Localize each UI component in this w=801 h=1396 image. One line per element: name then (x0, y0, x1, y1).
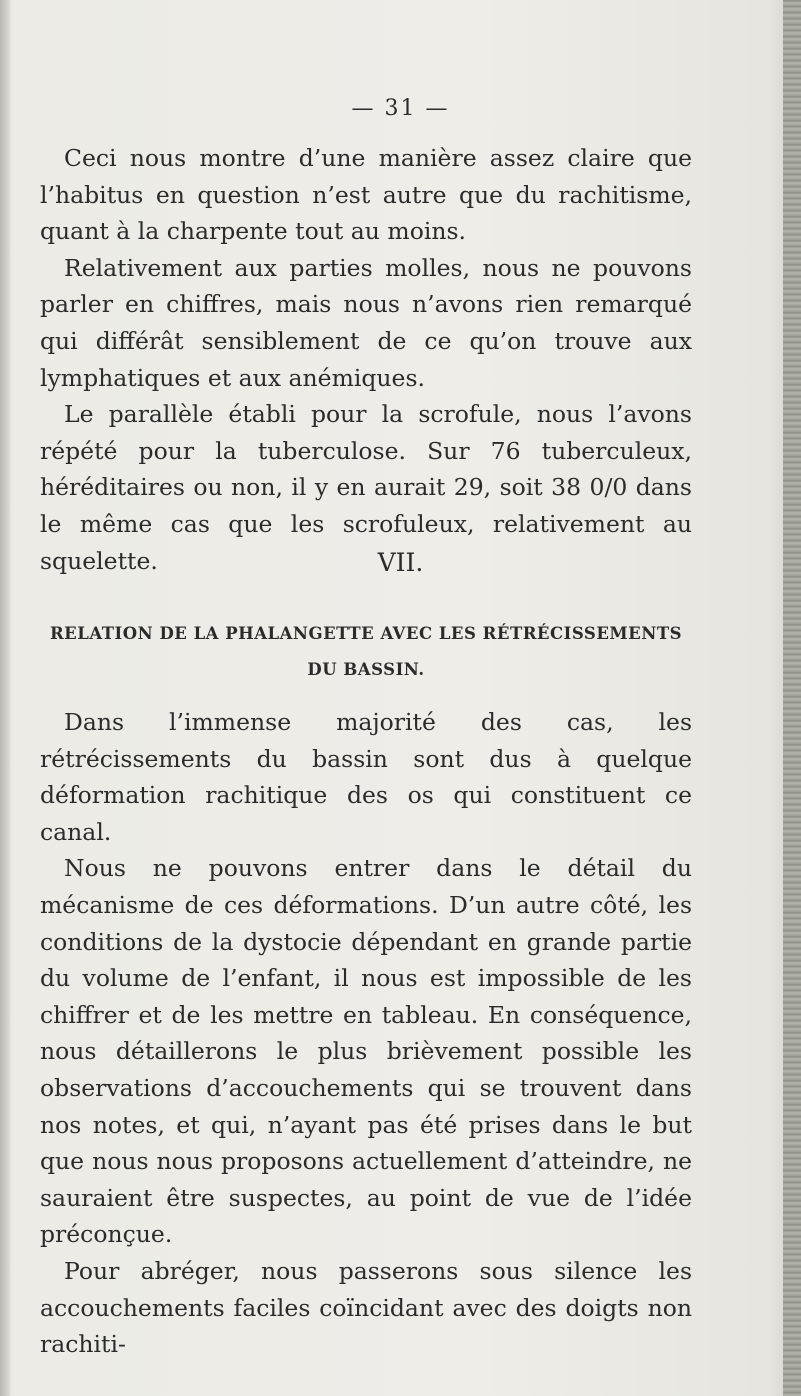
paragraph: Nous ne pouvons entrer dans le détail du mécanisme de ces déformations. D’un autre côté, les conditions de la dystocie dépendant en grande partie du volume de l’enfant, il nous est impossible de les chiffrer et de les mettre en tableau. En conséquence, nous détaillerons le plus brièvement possible les observations d’accouchements qui se trouvent dans nos notes, et qui, n’ayant pas été prises dans le but que nous nous proposons actuellement d’atteindre, ne sauraient être suspectes, au point de vue de l’idée préconçue. (40, 854, 692, 1249)
paragraph: Pour abréger, nous passerons sous silence les accouchements faciles coïncidant avec des doigts non rachiti- (40, 1256, 692, 1359)
section-title: RELATION DE LA PHALANGETTE AVEC LES RÉTRÉCISSEMENTS DU BASSIN. (49, 624, 683, 679)
page-number: — 31 — (351, 96, 450, 121)
section-number: VII. (377, 548, 424, 577)
text-block-bottom (40, 704, 692, 1363)
paragraph: Relativement aux parties molles, nous ne pouvons parler en chiffres, mais nous n’avons rien remarqué qui différât sensiblement de ce qu’on trouve aux lymphatiques et aux anémiques. (40, 253, 692, 392)
paragraph: Le parallèle établi pour la scrofule, nous l’avons répété pour la tuberculose. Sur 76 tuberculeux, héréditaires ou non, il y en aurait 29, soit 38 0/0 dans le même cas que les scrofuleux, relativement au squelette. (40, 400, 692, 575)
page-right-edge (783, 0, 801, 1396)
paragraph: Ceci nous montre d’une manière assez claire que l’habitus en question n’est autre que du rachitisme, quant à la charpente tout au moins. (40, 144, 692, 246)
paragraph: Dans l’immense majorité des cas, les rétrécissements du bassin sont dus à quelque déformation rachitique des os qui constituent ce canal. (40, 708, 692, 846)
page-left-edge (0, 0, 10, 1396)
text-block-top (40, 140, 692, 579)
